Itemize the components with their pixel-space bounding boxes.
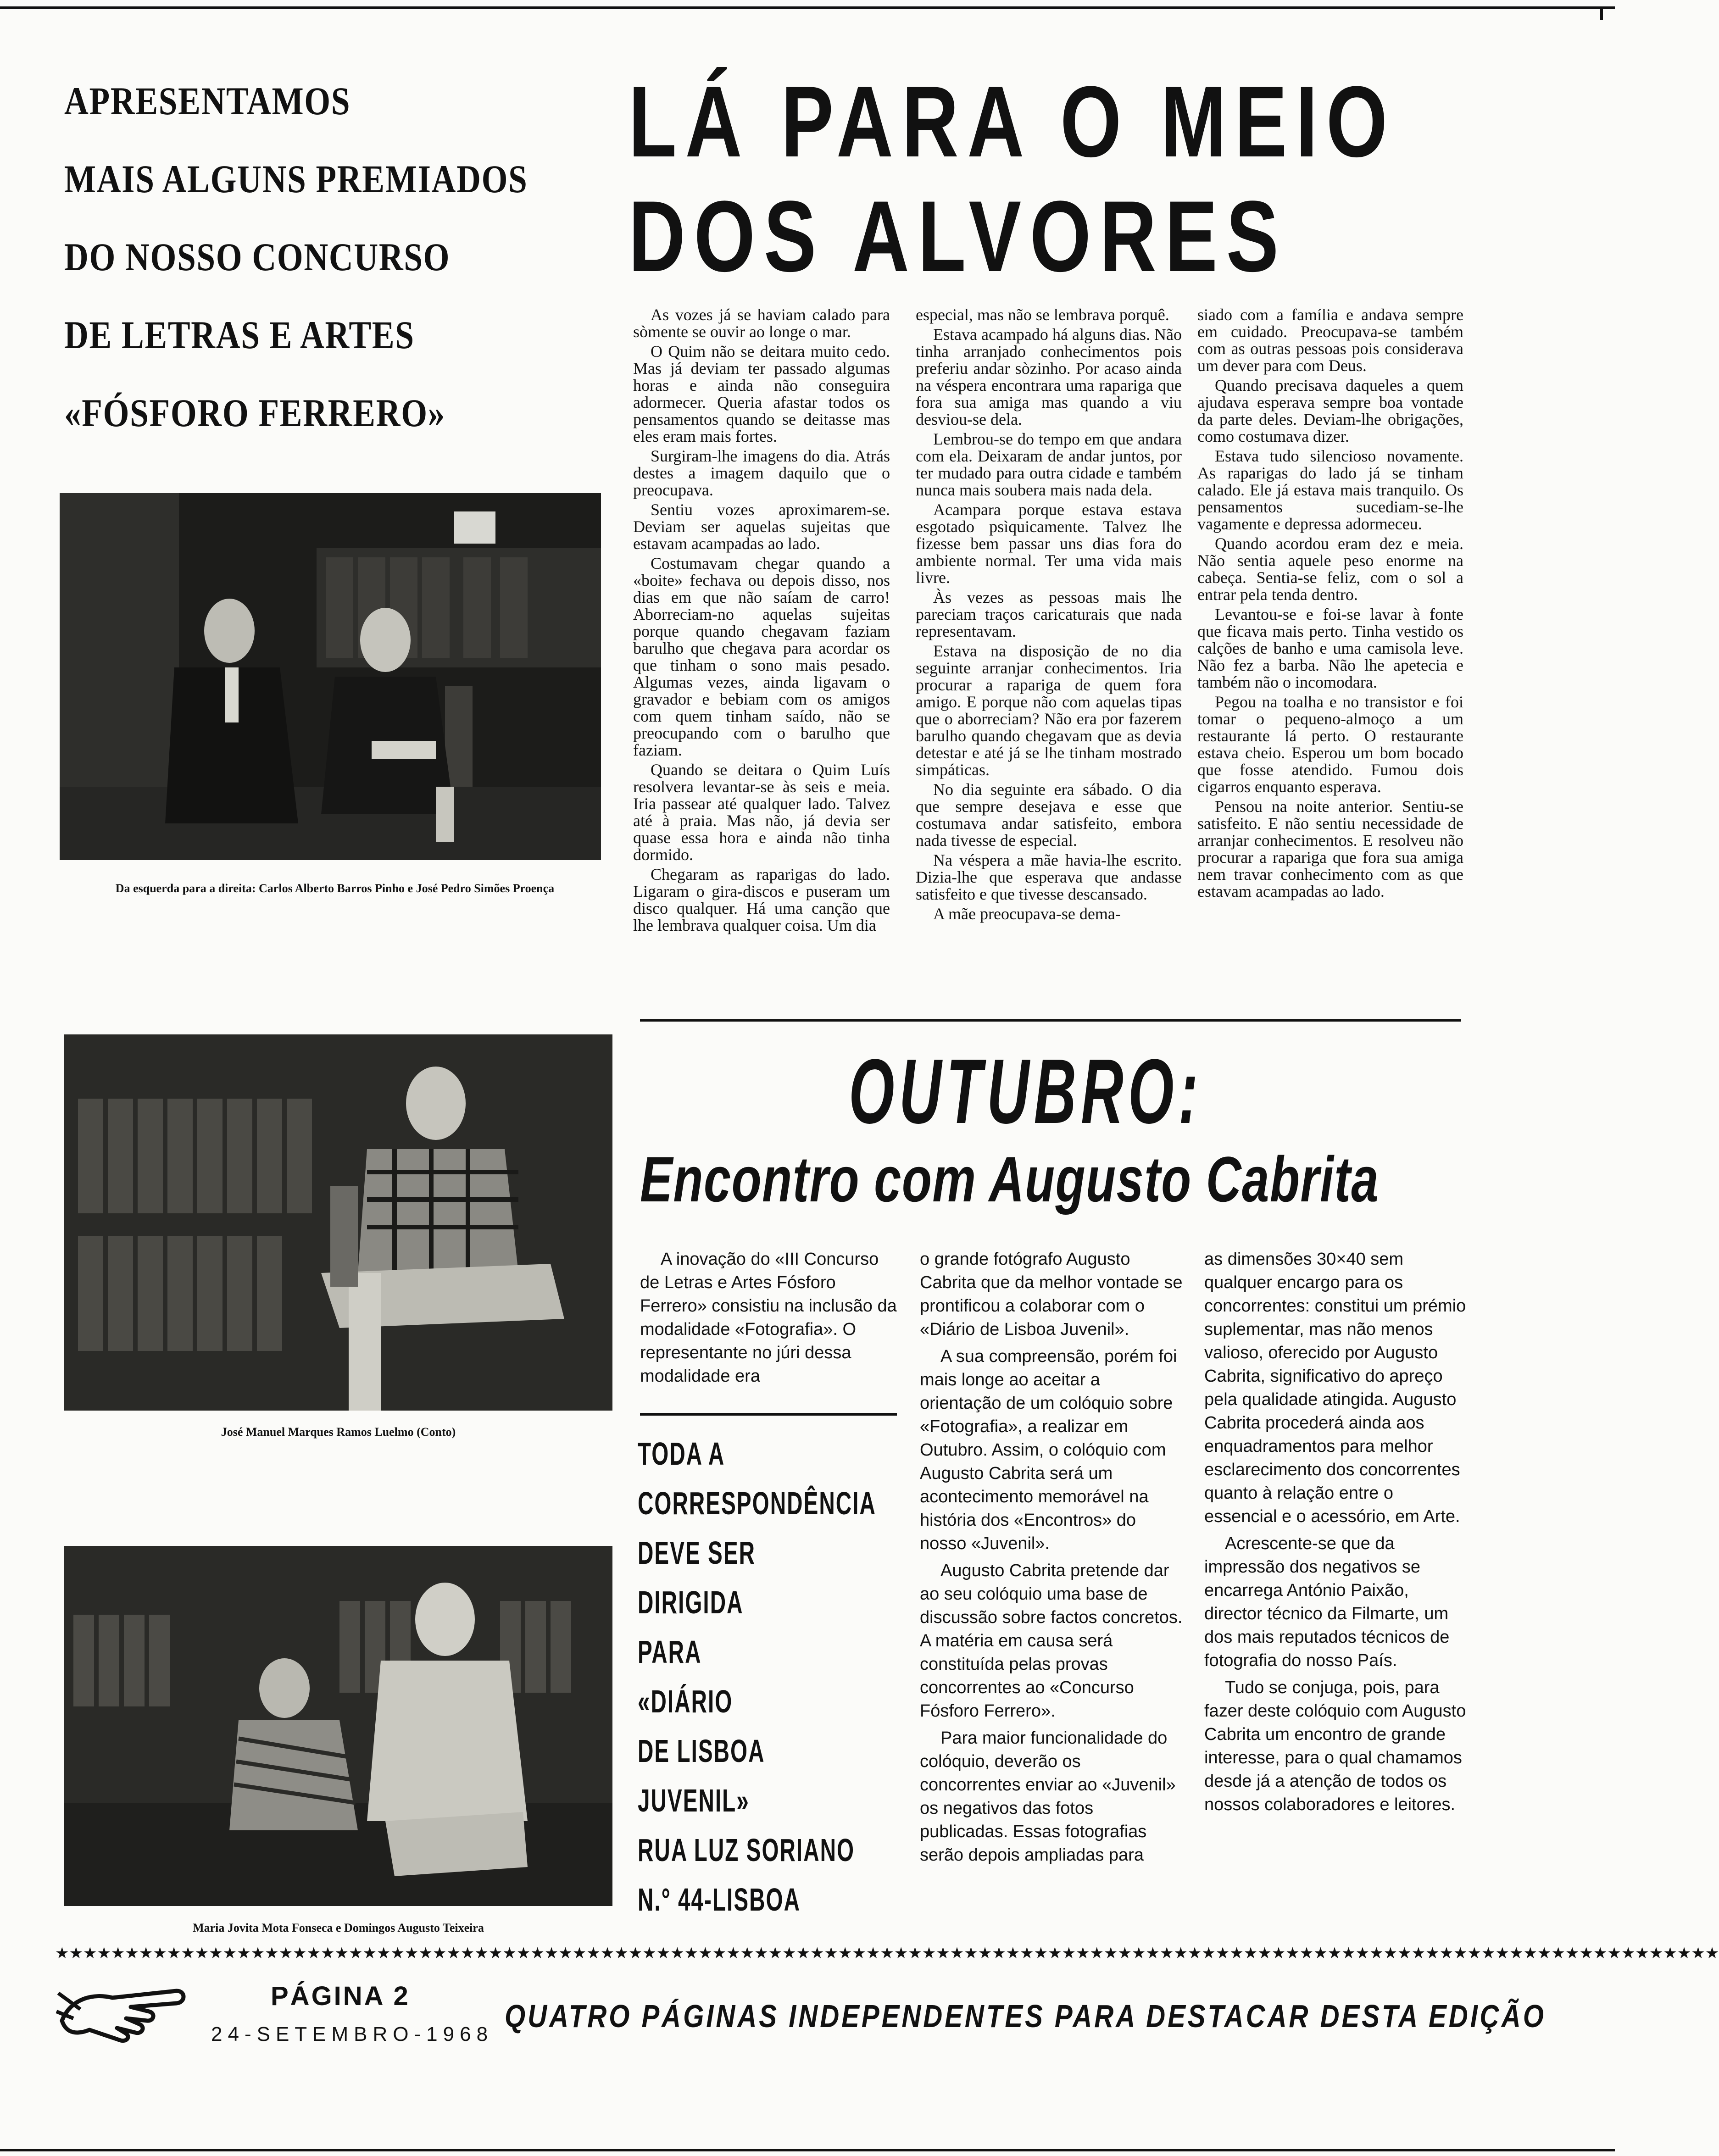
story-title-line1: LÁ PARA O MEIO <box>629 65 1396 178</box>
correspondence-line: DIRIGIDA <box>638 1584 744 1620</box>
promo-line: DO NOSSO CONCURSO <box>64 235 451 279</box>
photo-1 <box>60 493 601 860</box>
promo-block <box>64 62 615 452</box>
correspondence-line: JUVENIL» <box>638 1783 750 1818</box>
story-paragraph: Acampara porque estava estava esgotado psìquicamente. Talvez lhe fizesse bem passar uns dias fora do ambiente normal. Ter uma vida mais livre. <box>916 500 1182 587</box>
bottom-border <box>0 2149 1615 2151</box>
correspondence-block <box>638 1429 899 1924</box>
photo-2-caption: José Manuel Marques Ramos Luelmo (Conto) <box>221 1425 456 1439</box>
feature-intro-text: A inovação do «III Concurso de Letras e Artes Fósforo Ferrero» consistiu na inclusão da modalidade «Fotografia». O representante no júri dessa modalidade era <box>640 1250 897 1386</box>
story-paragraph: Na véspera a mãe havia-lhe escrito. Dizia-lhe que esperava que andasse satisfeito e que tivesse descansado. <box>916 851 1182 903</box>
story-paragraph: As vozes já se haviam calado para sòmente se ouvir ao longe o mar. <box>633 306 890 341</box>
story-paragraph: Quando se deitara o Quim Luís resolvera levantar-se às seis e meia. Iria passear até qualquer lado. Talvez até à praia. Mas não, já devia ser quase essa hora e ainda não tinha dormido. <box>633 761 890 864</box>
feature-paragraph: Acrescente-se que da impressão dos negativos se encarrega António Paixão, director técnico da Filmarte, um dos mais reputados técnicos de fotografia do nosso País. <box>1204 1534 1450 1670</box>
story-paragraph: Estava tudo silencioso novamente. As raparigas do lado já se tinham calado. Ele já estava mais tranquilo. Os pensamentos sucediam-se-lhe vagamente e depressa adormeceu. <box>1197 447 1463 533</box>
story-paragraph: Chegaram as raparigas do lado. Ligaram o gira-discos e puseram um disco qualquer. Há uma canção que lhe lembrava qualquer coisa. Um dia <box>633 865 890 934</box>
photo-1-image <box>60 493 601 860</box>
story-paragraph: Quando acordou eram dez e meia. Não sentia aquele peso enorme na cabeça. Sentia-se feliz, com o sol a entrar pela tenda dentro. <box>1197 534 1463 604</box>
story-paragraph: Estava acampado há alguns dias. Não tinha arranjado conhecimentos pois preferiu andar sòzinho. Por acaso ainda na véspera encontrara uma rapariga que fora sua amiga mas quando a viu desviou-se dela. <box>916 325 1182 428</box>
story-bottom-rule <box>640 1019 1461 1022</box>
feature-subheadline: Encontro com Augusto Cabrita <box>640 1143 1380 1215</box>
story-column-1 <box>633 306 890 937</box>
feature-column-2 <box>920 1248 1184 1871</box>
photo-3-image <box>64 1546 612 1906</box>
correspondence-line: CORRESPONDÊNCIA <box>638 1485 876 1521</box>
feature-headline: OUTUBRO: <box>849 1040 1203 1143</box>
page-label: PÁGINA 2 <box>271 1981 410 2011</box>
promo-line: MAIS ALGUNS PREMIADOS <box>64 157 528 201</box>
correspondence-line: PARA <box>638 1634 702 1670</box>
photo-3 <box>64 1546 612 1906</box>
feature-paragraph: Augusto Cabrita pretende dar ao seu colóquio uma base de discussão sobre factos concretos. A matéria em causa será constituída pelas provas concorrentes ao «Concurso Fósforo Ferrero». <box>920 1561 1183 1721</box>
stars-divider: ★★★★★★★★★★★★★★★★★★★★★★★★★★★★★★★★★★★★★★★★★★★★★★★★★★★★★★★★★★★★★★★★★★★★★★★★★★★★★★★★★★★★★★★★★★★★★★★★★★★★★★★★★★★★★★★★★★★★★★★ <box>55 1944 1719 1962</box>
story-paragraph: Sentiu vozes aproximarem-se. Deviam ser aquelas sujeitas que estavam acampadas ao lado. <box>633 500 890 553</box>
footer-notice: QUATRO PÁGINAS INDEPENDENTES PARA DESTACAR DESTA EDIÇÃO <box>505 1998 1546 2034</box>
feature-column-3 <box>1204 1248 1470 1820</box>
correspondence-line: N.° 44-LISBOA <box>638 1882 801 1917</box>
story-paragraph: Às vezes as pessoas mais lhe pareciam traços caricaturais que nada representavam. <box>916 588 1182 640</box>
promo-line: APRESENTAMOS <box>64 79 351 123</box>
photo-3-caption: Maria Jovita Mota Fonseca e Domingos Augusto Teixeira <box>193 1921 484 1934</box>
photo-2-image <box>64 1034 612 1411</box>
correspondence-line: DEVE SER <box>638 1535 756 1571</box>
story-title <box>629 64 1592 294</box>
story-paragraph: Lembrou-se do tempo em que andara com ela. Deixaram de andar juntos, por ter mudado para outra cidade e também nunca mais soubera mais nada dela. <box>916 430 1182 499</box>
feature-intro-rule <box>640 1413 897 1416</box>
top-border-right <box>1600 6 1603 20</box>
story-paragraph: Pegou na toalha e no transistor e foi tomar o pequeno-almoço a um restaurante lá perto. O restaurante estava cheio. Esperou um bom bocado que fosse atendido. Fumou dois cigarros enquanto esperava. <box>1197 693 1463 796</box>
story-paragraph: Costumavam chegar quando a «boite» fechava ou depois disso, nos dias em que não saíam de carro! Aborreciam-no aquelas sujeitas porque quando chegavam faziam barulho que chegava para acordar os que tinham o sono mais pesado. Algumas vezes, ainda ligavam o gravador e bebiam com os amigos com quem tinham saído, não se preocupando com o barulho que faziam. <box>633 554 890 759</box>
story-paragraph: A mãe preocupava-se dema- <box>933 905 1121 923</box>
top-border <box>0 6 1615 9</box>
feature-paragraph: Tudo se conjuga, pois, para fazer deste colóquio com Augusto Cabrita um encontro de grande interesse, para o qual chamamos desde já a atenção de todos os nossos colaboradores e leitores. <box>1204 1678 1466 1814</box>
story-paragraph: No dia seguinte era sábado. O dia que sempre desejava e esse que costumava andar satisfeito, embora nada tivesse de especial. <box>916 780 1182 850</box>
story-paragraph: Quando precisava daqueles a quem ajudava esperava sempre boa vontade da parte deles. Deviam-lhe obrigações, como costumava dizer. <box>1197 376 1463 445</box>
story-title-line2: DOS ALVORES <box>629 180 1287 293</box>
photo-1-caption: Da esquerda para a direita: Carlos Alberto Barros Pinho e José Pedro Simões Proença <box>115 882 555 895</box>
story-paragraph: O Quim não se deitara muito cedo. Mas já deviam ter passado algumas horas e ainda não conseguira adormecer. Queria afastar todos os pensamentos quando se deitasse mas eles eram mais fortes. <box>633 342 890 445</box>
story-paragraph: especial, mas não se lembrava porquê. <box>916 306 1169 324</box>
story-paragraph: Estava na disposição de no dia seguinte arranjar conhecimentos. Iria procurar a rapariga de quem fora amigo. E porque não com aquelas tipas que o aborreciam? Não era por fazerem barulho quando chegavam que as devia detestar e até já se lhe tinham mostrado simpáticas. <box>916 642 1182 779</box>
feature-paragraph: A sua compreensão, porém foi mais longe ao aceitar a orientação de um colóquio sobre «Fotografia», a realizar em Outubro. Assim, o colóquio com Augusto Cabrita será um acontecimento memorável na história dos «Encontros» do nosso «Juvenil». <box>920 1347 1177 1553</box>
issue-date: 24-SETEMBRO-1968 <box>211 2023 494 2045</box>
photo-2 <box>64 1034 612 1411</box>
feature-paragraph: as dimensões 30×40 sem qualquer encargo para os concorrentes: constitui um prémio suplementar, mas não menos valioso, oferecido por Augusto Cabrita, significativo do apreço pela qualidade atingida. Augusto Cabrita procederá ainda aos enquadramentos para melhor esclarecimento dos concorrentes quanto à relação entre o essencial e o acessório, em Arte. <box>1204 1250 1466 1526</box>
pointing-hand-icon <box>53 1966 190 2044</box>
promo-line: «FÓSFORO FERRERO» <box>64 391 446 435</box>
feature-paragraph: Para maior funcionalidade do colóquio, deverão os concorrentes enviar ao «Juvenil» os negativos das fotos publicadas. Essas fotografias serão depois ampliadas para <box>920 1728 1176 1865</box>
feature-intro <box>640 1248 897 1392</box>
promo-line: DE LETRAS E ARTES <box>64 313 415 357</box>
story-column-2 <box>916 306 1182 925</box>
story-paragraph: Pensou na noite anterior. Sentiu-se satisfeito. E não sentiu necessidade de arranjar conhecimentos. E resolveu não procurar a rapariga que fora sua amiga nem travar conhecimento com as que estavam acampadas ao lado. <box>1197 797 1463 900</box>
story-paragraph: siado com a família e andava sempre em cuidado. Preocupava-se também com as outras pessoas pois considerava um dever para com Deus. <box>1197 306 1463 375</box>
correspondence-line: «DIÁRIO <box>638 1684 733 1719</box>
story-paragraph: Levantou-se e foi-se lavar à fonte que ficava mais perto. Tinha vestido os calções de banho e uma camisola leve. Não fez a barba. Não lhe apetecia e também não o incomodara. <box>1197 605 1463 691</box>
correspondence-line: TODA A <box>638 1436 725 1472</box>
story-paragraph: Surgiram-lhe imagens do dia. Atrás destes a imagem daquilo que o preocupava. <box>633 447 890 499</box>
feature-paragraph: o grande fotógrafo Augusto Cabrita que da melhor vontade se prontificou a colaborar com o «Diário de Lisboa Juvenil». <box>920 1250 1183 1339</box>
correspondence-line: RUA LUZ SORIANO <box>638 1832 855 1868</box>
story-column-3 <box>1197 306 1463 903</box>
correspondence-line: DE LISBOA <box>638 1733 765 1769</box>
